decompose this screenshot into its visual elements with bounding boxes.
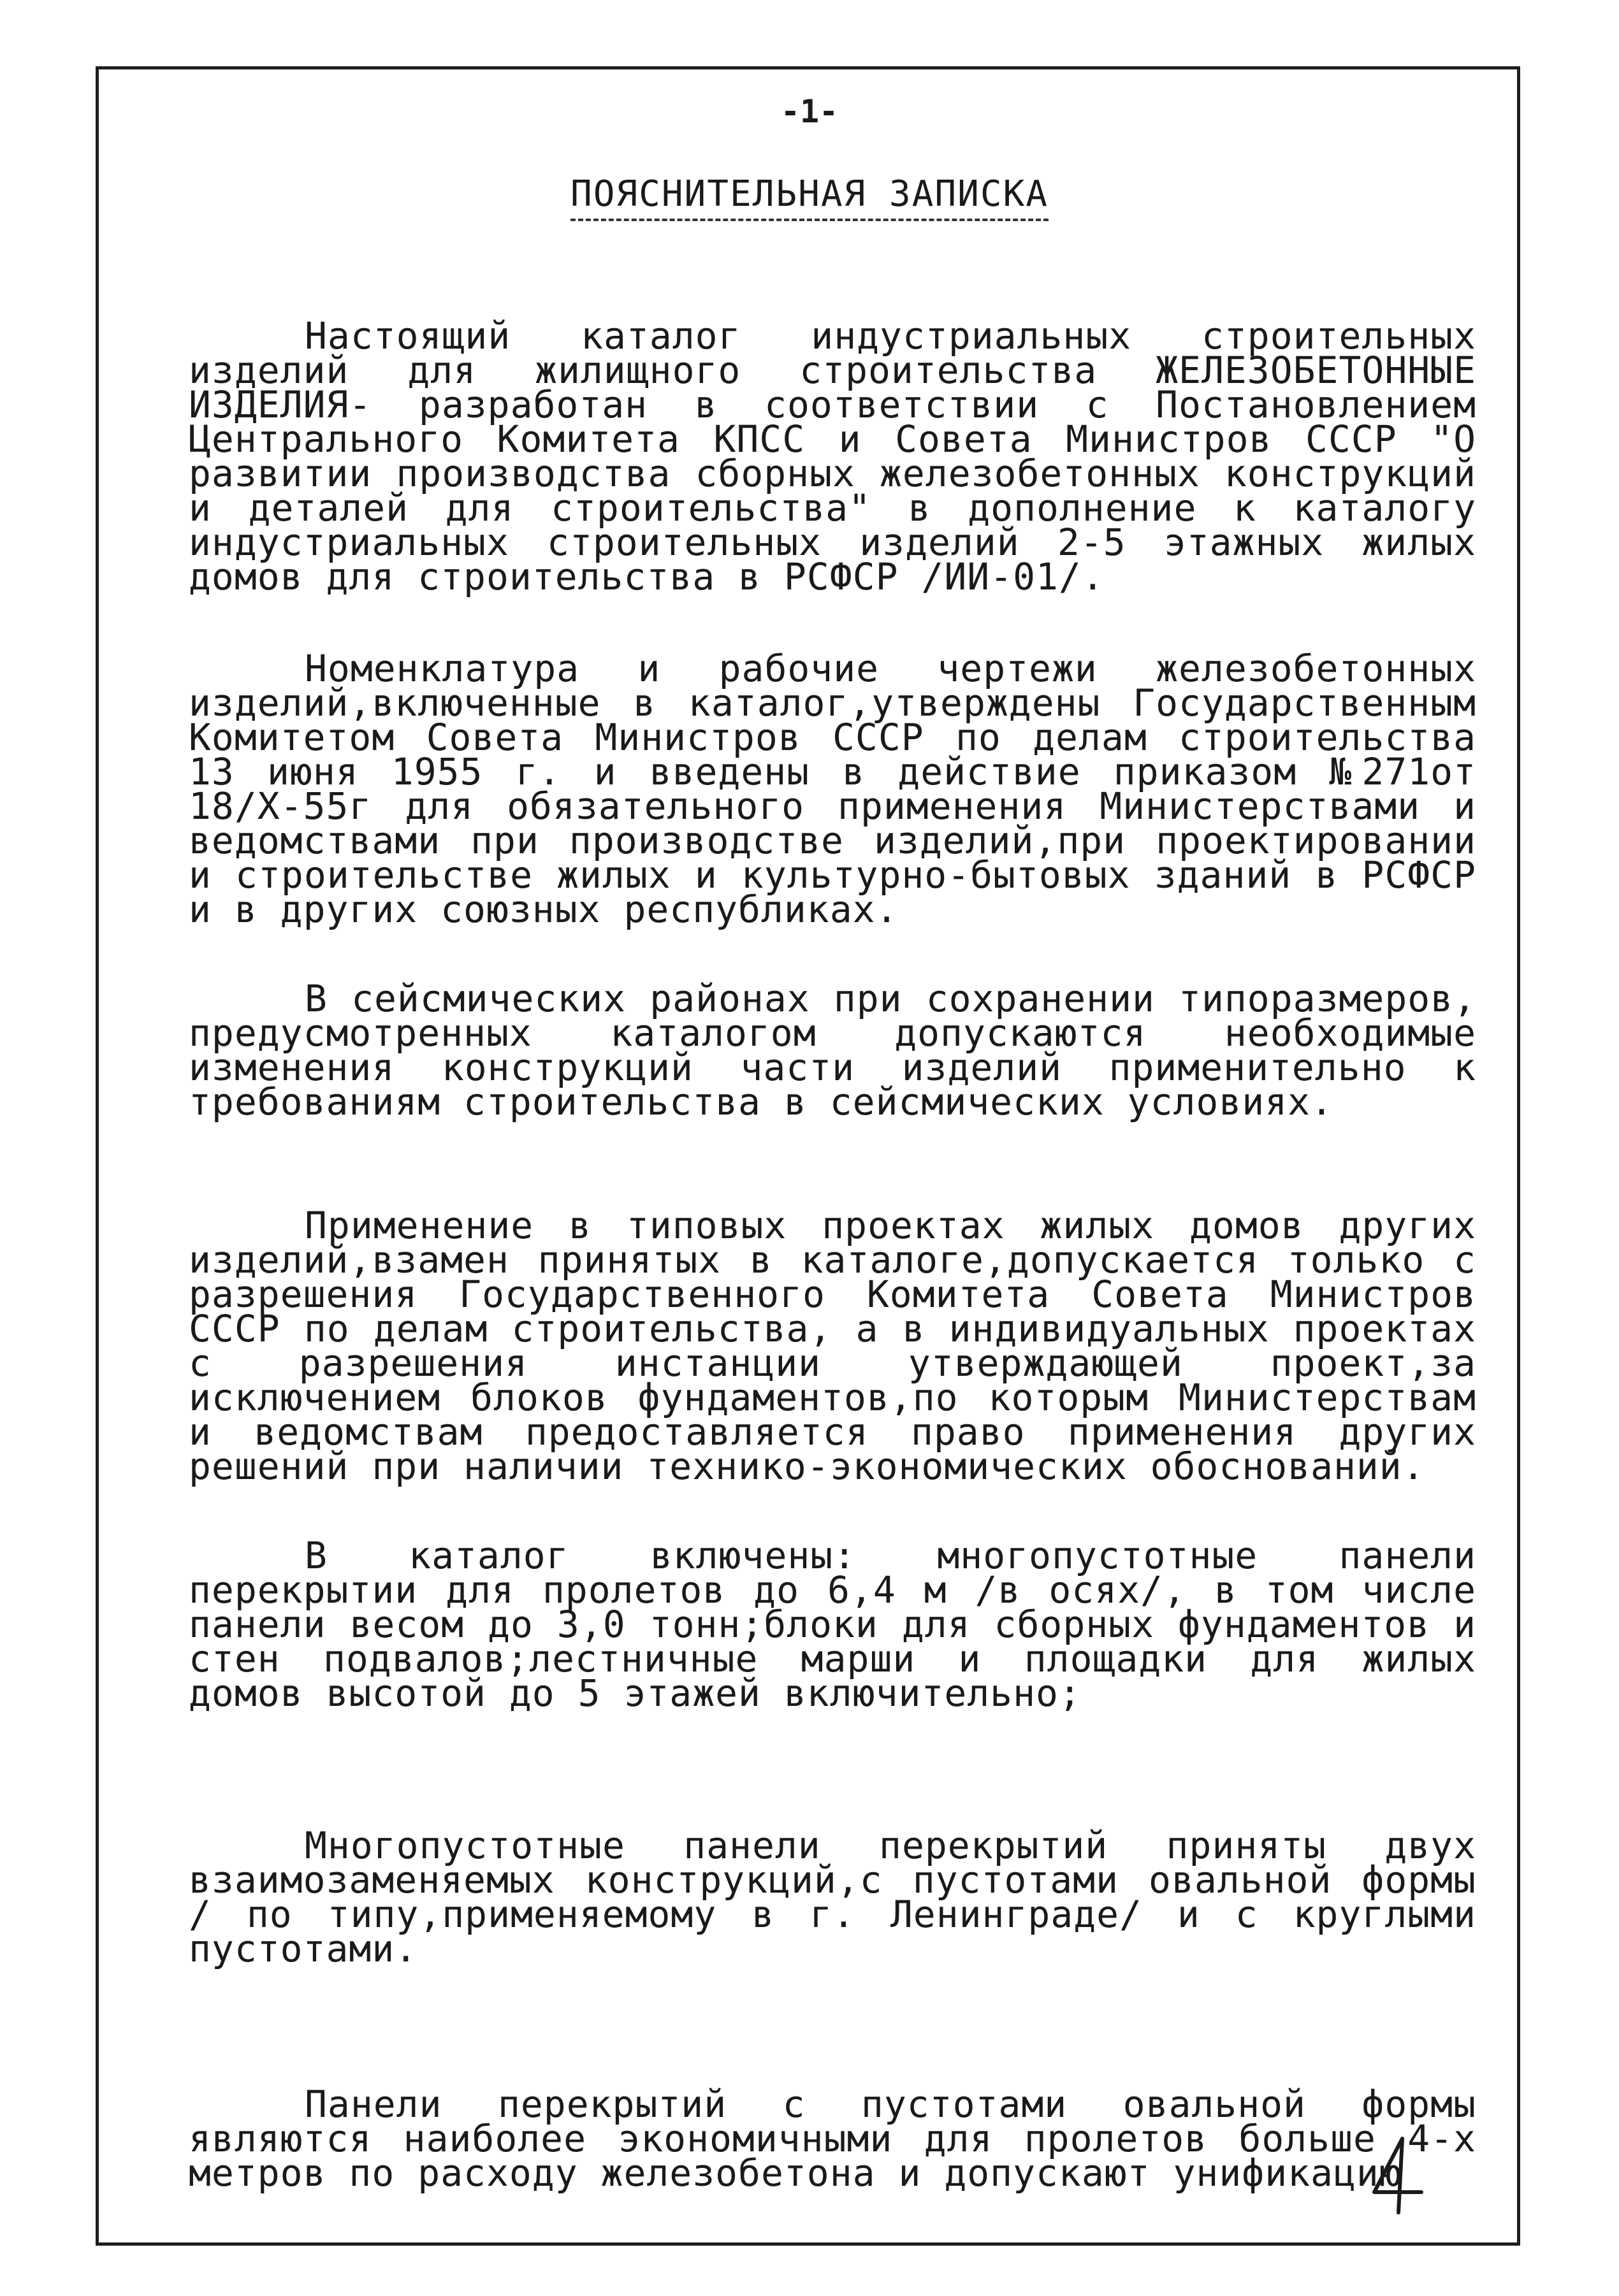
paragraph-other-products: Применение в типовых проектах жилых домов других изделий,взамен принятых в каталоге,допускается только с разрешения Государственного Комитета Совета Министров СССР по делам строительства, а в индивидуальных проектах с разрешения инстанции утверждающей проект,за исключением блоков фундаментов,по которым Министерствам и ведомствам предоставляется право применения других решений при наличии технико-экономических обоснований. xyxy=(189,1204,1476,1488)
paragraph-seismic-regions: В сейсмических районах при сохранении типоразмеров, предусмотренных каталогом допускаются необходимые изменения конструкций части изделий применительно к требованиям строительства в сейсмических условиях. xyxy=(189,977,1476,1123)
paragraph-hollow-panels: Многопустотные панели перекрытий приняты двух взаимозаменяемых конструкций,с пустотами овальной формы / по типу,применяемому в г. Ленинграде/ и с круглыми пустотами. xyxy=(189,1824,1476,1970)
document-title-text: ПОЯСНИТЕЛЬНАЯ ЗАПИСКА xyxy=(570,173,1049,221)
paragraph-catalog-contents: В каталог включены: многопустотные панели перекрытии для пролетов до 6,4 м /в осях/, в том числе панели весом до 3,0 тонн;блоки для сборных фундаментов и стен подвалов;лестничные марши и площадки для жилых домов высотой до 5 этажей включительно; xyxy=(189,1534,1476,1715)
document-title xyxy=(0,173,1619,215)
paragraph-oval-panels: Панели перекрытий с пустотами овальной формы являются наиболее экономичными для пролетов больше 4-х метров по расходу железобетона и допускают унификацию xyxy=(189,2083,1476,2195)
handwritten-page-mark xyxy=(1363,2134,1427,2216)
paragraph-catalog-intro: Настоящий каталог индустриальных строительных изделий для жилищного строительства ЖЕЛЕЗОБЕТОННЫЕ ИЗДЕЛИЯ- разработан в соответствии с Постановлением Центрального Комитета КПСС и Совета Министров СССР "О развитии производства сборных железобетонных конструкций и деталей для строительства" в дополнение к каталогу индустриальных строительных изделий 2-5 этажных жилых домов для строительства в РСФСР /ИИ-01/. xyxy=(189,314,1476,598)
document-body xyxy=(189,314,1476,2195)
paragraph-nomenclature: Номенклатура и рабочие чертежи железобетонных изделий,включенные в каталог,утверждены Государственным Комитетом Совета Министров СССР по делам строительства 13 июня 1955 г. и введены в действие приказом №271от 18/X-55г для обязательного применения Министерствами и ведомствами при производстве изделий,при проектировании и строительстве жилых и культурно-бытовых зданий в РСФСР и в других союзных республиках. xyxy=(189,647,1476,931)
page-number: -1- xyxy=(780,93,839,130)
